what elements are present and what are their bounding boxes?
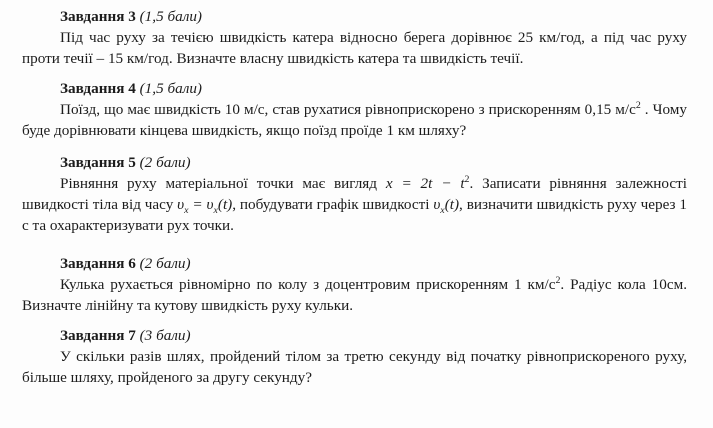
task-7 <box>22 325 687 388</box>
task-5 <box>22 152 687 236</box>
task-5-velocity-argument: (t) <box>217 196 233 213</box>
task-7-text-content: У скільки разів шлях, пройдений тілом за третю секунду від початку рівноприскореного руху, більше шляху, пройденого за другу секунду? <box>22 348 687 386</box>
task-5-velocity-symbol: υ <box>177 196 185 213</box>
task-6-text <box>22 274 687 316</box>
task-4-text-after: . Чому буде дорівнювати кінцева швидкість, якщо поїзд проїде 1 км шляху? <box>22 101 687 139</box>
task-5-text <box>22 173 687 236</box>
task-5-label: Завдання 5 <box>60 154 136 171</box>
task-4-title <box>22 78 687 99</box>
task-5-text-part3: , побудувати графік швидкості <box>232 196 434 213</box>
task-4 <box>22 78 687 141</box>
task-6-title <box>22 253 687 274</box>
task-3 <box>22 6 687 69</box>
task-6-text-before: Кулька рухається рівномірно по колу з доцентровим прискоренням 1 км/с <box>60 276 556 293</box>
task-5-text-part4: , визначити швидкість руху через 1 с та охарактеризувати рух точки. <box>22 196 687 234</box>
task-5-equation: x = 2t − t <box>385 175 465 192</box>
task-4-text-before: Поїзд, що має швидкість 10 м/с, став рухатися рівноприскорено з прискоренням 0,15 м/с <box>60 101 636 118</box>
task-5-graph-velocity-subscript: x <box>440 205 445 217</box>
task-6-exponent: 2 <box>555 274 561 286</box>
task-5-points: (2 бали) <box>139 154 191 171</box>
task-5-graph-velocity-argument: (t) <box>444 196 460 213</box>
task-5-velocity-equals-subscript: x <box>213 205 218 217</box>
task-3-label: Завдання 3 <box>60 8 136 25</box>
task-4-text <box>22 99 687 141</box>
task-3-points: (1,5 бали) <box>139 8 202 25</box>
task-7-text <box>22 346 687 388</box>
task-6-points: (2 бали) <box>139 255 191 272</box>
task-5-graph-velocity-symbol: υ <box>433 196 441 213</box>
task-4-exponent: 2 <box>635 99 641 111</box>
task-6-text-after: . Радіус кола 10см. Визначте лінійну та кутову швидкість руху кульки. <box>22 276 687 314</box>
task-3-title <box>22 6 687 27</box>
task-5-title <box>22 152 687 173</box>
task-6-label: Завдання 6 <box>60 255 136 272</box>
task-5-velocity-subscript: x <box>184 205 189 217</box>
task-3-text-content: Під час руху за течією швидкість катера відносно берега дорівнює 25 км/год, а під час руху проти течії – 15 км/год. Визначте власну швидкість катера та швидкість течії. <box>22 29 687 67</box>
task-7-points: (3 бали) <box>139 327 191 344</box>
task-5-velocity-equals: = υ <box>188 196 214 213</box>
task-5-text-part1: Рівняння руху матеріальної точки має вигляд <box>60 175 386 192</box>
task-3-text <box>22 27 687 69</box>
task-7-label: Завдання 7 <box>60 327 136 344</box>
task-5-text-part2: . Записати рівняння залежності швидкості тіла від часу <box>22 175 688 213</box>
task-7-title <box>22 325 687 346</box>
task-4-label: Завдання 4 <box>60 80 136 97</box>
task-6 <box>22 253 687 316</box>
task-5-equation-exponent: 2 <box>464 173 470 185</box>
task-4-points: (1,5 бали) <box>139 80 202 97</box>
